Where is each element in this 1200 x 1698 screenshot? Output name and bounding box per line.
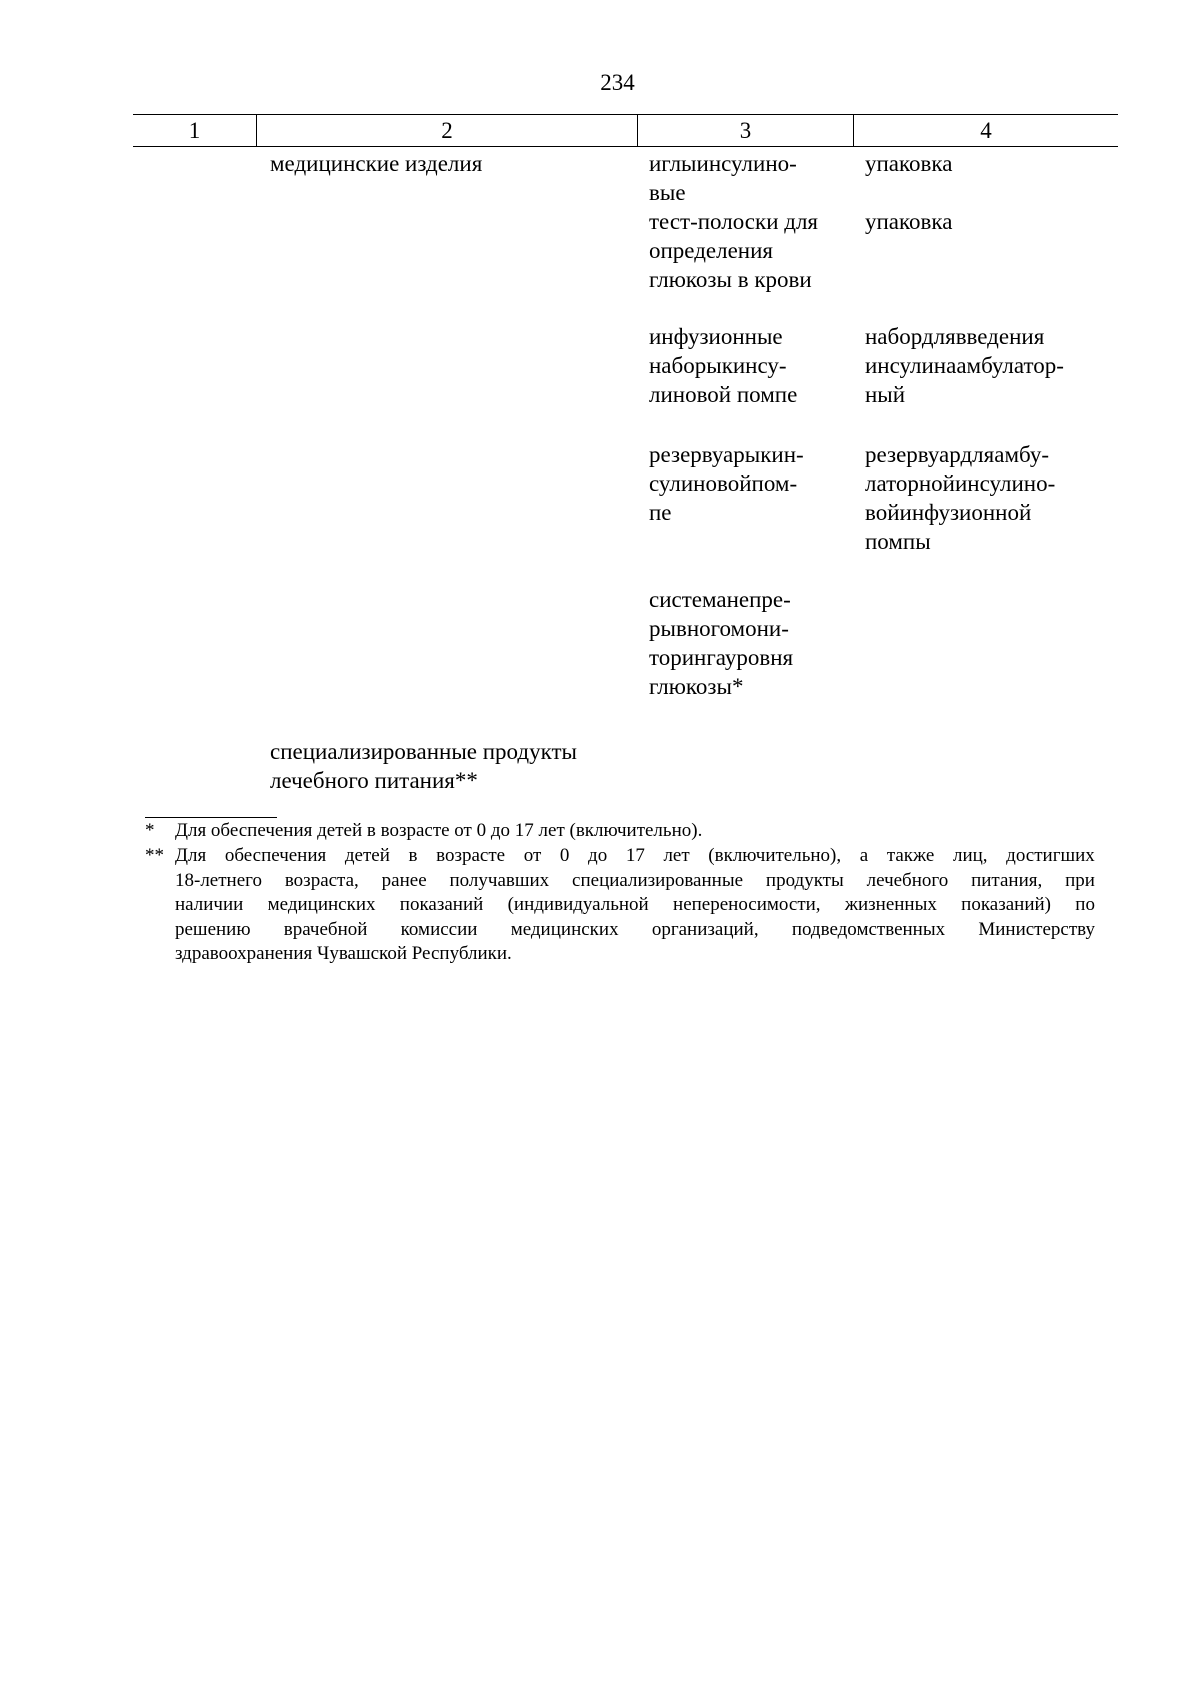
word: пом- xyxy=(751,471,798,496)
word: достигших xyxy=(1006,845,1095,866)
footnote-1 xyxy=(145,819,1105,844)
unit-line xyxy=(865,322,1112,351)
unit-infusion-sets xyxy=(865,322,1112,409)
category-medical-devices xyxy=(270,149,634,178)
word: от xyxy=(523,845,542,866)
footnote-line: здравоохранения Чувашской Республики. xyxy=(175,943,512,964)
word: наборы xyxy=(649,353,722,378)
item-line xyxy=(649,351,842,380)
item-line: пе xyxy=(649,500,672,525)
word: в xyxy=(408,845,418,866)
column-header-2: 2 xyxy=(257,115,638,146)
item-line xyxy=(649,440,842,469)
item-insulin-needles xyxy=(649,149,842,207)
item-line xyxy=(649,469,842,498)
footnote-line xyxy=(175,918,1095,943)
word: инфузионной xyxy=(899,500,1032,525)
item-line: инфузионные xyxy=(649,324,783,349)
item-line xyxy=(649,643,842,672)
word: ранее xyxy=(381,869,427,891)
item-line xyxy=(649,585,842,614)
unit-line: ный xyxy=(865,382,906,407)
item-test-strips xyxy=(649,207,842,294)
word: 0 xyxy=(559,845,570,866)
word: решению xyxy=(175,918,251,940)
word: Для xyxy=(175,845,207,866)
unit-reservoirs xyxy=(865,440,1112,556)
word: набор xyxy=(865,324,922,349)
table-header-row xyxy=(133,114,1118,147)
word: для xyxy=(921,324,956,349)
word: специализированные xyxy=(572,869,744,891)
word: показаний) xyxy=(961,894,1051,915)
word: наличии xyxy=(175,894,244,915)
word: к xyxy=(760,442,772,467)
word: торинга xyxy=(649,645,725,670)
word: питания, xyxy=(971,869,1043,891)
footnote-line xyxy=(175,869,1095,894)
item-line: глюкозы* xyxy=(649,674,744,699)
word: до xyxy=(588,845,608,866)
word: медицинских xyxy=(267,894,376,915)
category-label-line: специализированные продукты xyxy=(270,739,577,764)
word: 18-летнего xyxy=(175,869,262,891)
item-infusion-sets xyxy=(649,322,842,409)
word: непереносимости, xyxy=(673,894,821,915)
word: (индивидуальной xyxy=(507,894,649,915)
column-header-4: 4 xyxy=(980,118,992,143)
word: вой xyxy=(865,500,900,525)
unit-line xyxy=(865,440,1112,469)
item-line: определения xyxy=(649,238,774,263)
item-line: линовой помпе xyxy=(649,382,798,407)
footnote-line xyxy=(175,844,1095,869)
word: система xyxy=(649,587,727,612)
item-line: тест-полоски для xyxy=(649,209,819,234)
word: организаций, xyxy=(651,918,759,940)
word: сулиновой xyxy=(649,471,752,496)
word: резервуары xyxy=(649,442,761,467)
column-header-1: 1 xyxy=(133,115,257,146)
word: обеспечения xyxy=(224,845,327,866)
word: иглы xyxy=(649,151,697,176)
page-number: 234 xyxy=(600,70,635,95)
word: (включительно), xyxy=(708,845,842,866)
item-line xyxy=(649,149,842,178)
word: комиссии xyxy=(400,918,478,940)
column-header-3: 3 xyxy=(638,115,854,146)
item-reservoirs xyxy=(649,440,842,527)
item-cgm-system xyxy=(649,585,842,701)
word: подведомственных xyxy=(791,918,946,940)
unit-line: упаковка xyxy=(865,209,953,234)
word: амбу- xyxy=(994,442,1049,467)
word: резервуар xyxy=(865,442,961,467)
word: уровня xyxy=(724,645,794,670)
word: а xyxy=(859,845,869,866)
category-special-food xyxy=(270,737,634,795)
unit-line xyxy=(865,351,1112,380)
unit-line xyxy=(865,498,1112,527)
category-label: медицинские изделия xyxy=(270,151,483,176)
item-line xyxy=(649,614,842,643)
footnote-line xyxy=(175,893,1095,918)
item-line: вые xyxy=(649,180,686,205)
word: по xyxy=(1075,894,1095,915)
unit-insulin-needles xyxy=(865,149,1112,178)
word: получавших xyxy=(449,869,550,891)
unit-line xyxy=(865,469,1112,498)
word: лет xyxy=(663,845,690,866)
item-line: глюкозы в крови xyxy=(649,267,812,292)
unit-test-strips xyxy=(865,207,1112,236)
word: возрасте xyxy=(436,845,506,866)
footnote-marker: * xyxy=(145,820,155,841)
word: непре- xyxy=(726,587,791,612)
word: инсулино- xyxy=(954,471,1056,496)
word: продукты xyxy=(765,869,844,891)
word: введения xyxy=(955,324,1045,349)
word: рывного xyxy=(649,616,731,641)
category-label-line: лечебного питания** xyxy=(270,768,478,793)
word: инсулино- xyxy=(696,151,797,176)
word: показаний xyxy=(399,894,484,915)
word: амбулатор- xyxy=(956,353,1064,378)
word: для xyxy=(960,442,995,467)
word: детей xyxy=(344,845,390,866)
footnote-marker: ** xyxy=(145,845,164,866)
unit-line: помпы xyxy=(865,529,931,554)
footnote-separator xyxy=(145,817,277,818)
word: возраста, xyxy=(284,869,359,891)
unit-line: упаковка xyxy=(865,151,953,176)
word: медицинских xyxy=(510,918,619,940)
word: лиц, xyxy=(952,845,988,866)
word: врачебной xyxy=(283,918,368,940)
word: Министерству xyxy=(978,918,1095,940)
footnote-text: Для обеспечения детей в возрасте от 0 до 17 лет (включительно). xyxy=(175,820,703,841)
word: также xyxy=(886,845,935,866)
footnote-2 xyxy=(145,844,1095,967)
word: 17 xyxy=(625,845,645,866)
word: мони- xyxy=(730,616,789,641)
word: жизненных xyxy=(844,894,937,915)
word: лечебного xyxy=(866,869,949,891)
word: инсу- xyxy=(732,353,787,378)
word: ин- xyxy=(771,442,804,467)
word: к xyxy=(721,353,733,378)
word: инсулина xyxy=(865,353,957,378)
word: при xyxy=(1065,869,1095,891)
word: латорной xyxy=(865,471,955,496)
